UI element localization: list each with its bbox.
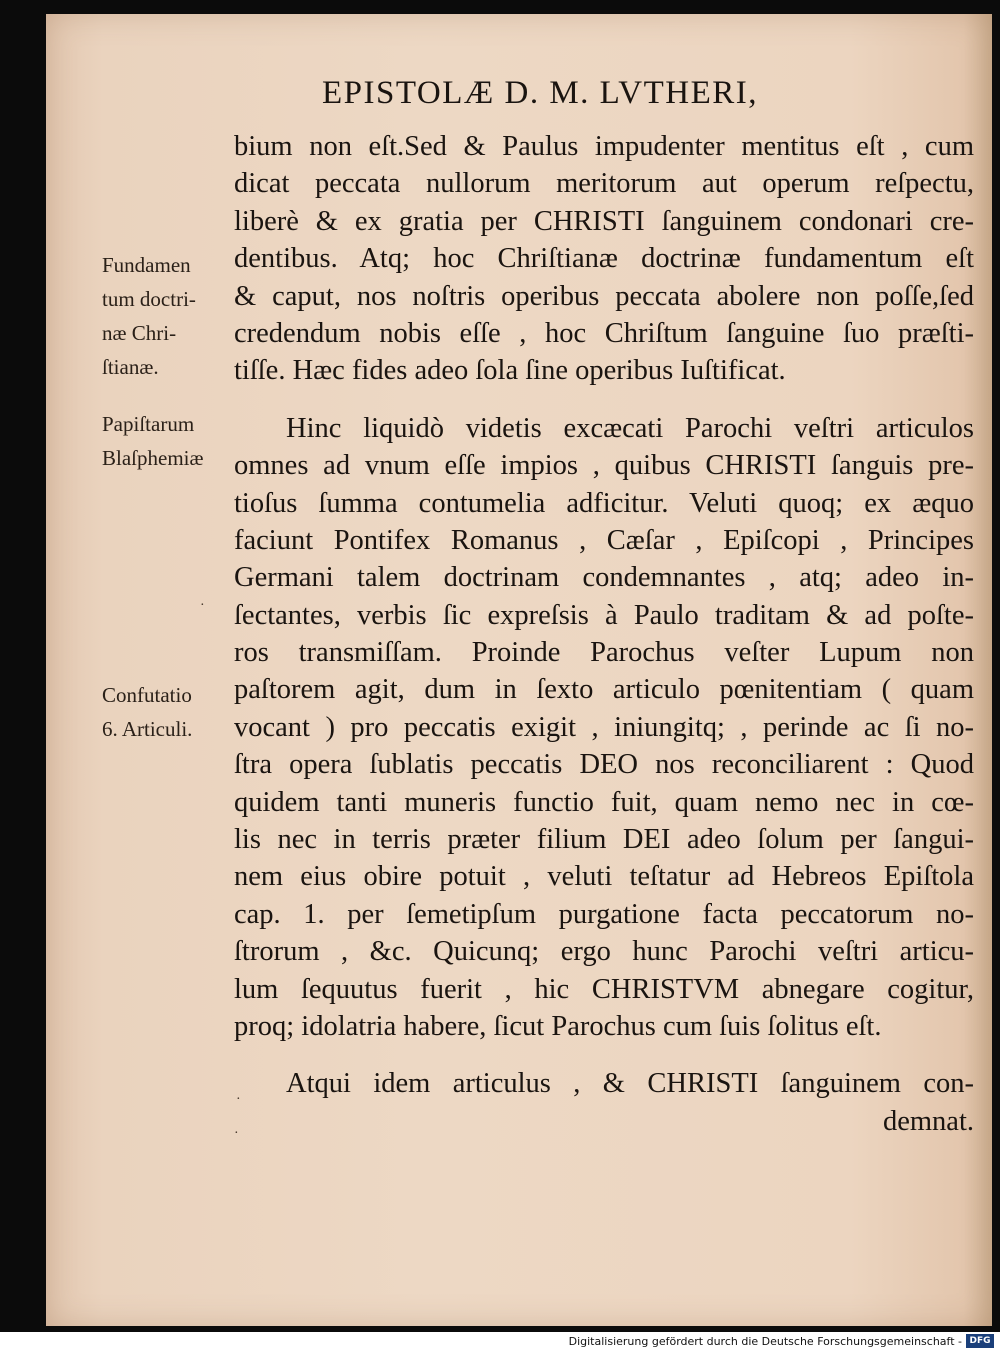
marginal-line: 6. Articuli. xyxy=(102,717,193,741)
text-line: proq; idolatria habere, ſicut Parochus cum ſuis ſolitus eſt. xyxy=(234,1010,882,1042)
text-line: credendum nobis eſſe , hoc Chriſtum ſanguine ſuo præſti- xyxy=(234,317,974,349)
text-line: dicat peccata nullorum meritorum aut operum reſpectu, xyxy=(234,168,974,200)
text-line: vocant ) pro peccatis exigit , iniungitq; , perinde ac ſi no- xyxy=(234,711,974,743)
ink-speck: · xyxy=(200,598,205,613)
catchword: demnat. xyxy=(882,1105,974,1137)
marginal-note-fundamentum xyxy=(102,248,196,384)
text-line: tiſſe. Hæc fides adeo ſola ſine operibus Iuſtificat. xyxy=(234,355,786,387)
text-line: paſtorem agit, dum in ſexto articulo pœnitentiam ( quam xyxy=(234,674,974,706)
footer-bar xyxy=(0,1332,1000,1352)
text-line: lum ſequutus fuerit , hic CHRISTVM abnegare cogitur, xyxy=(234,973,974,1005)
text-line: Atqui idem articulus , & CHRISTI ſanguinem con- xyxy=(286,1068,974,1100)
body-text xyxy=(234,128,974,1140)
text-line: Hinc liquidò videtis excæcati Parochi veſtri articulos xyxy=(286,412,974,444)
text-line: omnes ad vnum eſſe impios , quibus CHRISTI ſanguis pre- xyxy=(234,450,974,482)
ink-speck: · xyxy=(234,1126,239,1141)
text-line: liberè & ex gratia per CHRISTI ſanguinem condonari cre- xyxy=(234,205,974,237)
text-line: dentibus. Atq; hoc Chriſtianæ doctrinæ fundamentum eſt xyxy=(234,243,974,275)
text-line: quidem tanti muneris functio fuit, quam nemo nec in cœ- xyxy=(234,786,974,818)
funding-credit: Digitalisierung gefördert durch die Deutsche Forschungsgemeinschaft - xyxy=(568,1335,962,1348)
marginal-line: Blaſphemiæ xyxy=(102,446,204,470)
paragraph-gap xyxy=(234,390,974,410)
text-line: bium non eſt.Sed & Paulus impudenter mentitus eſt , cum xyxy=(234,131,974,162)
marginal-note-papistarum xyxy=(102,407,204,475)
marginal-line: Papiſtarum xyxy=(102,412,195,436)
marginal-line: ſtianæ. xyxy=(102,355,159,379)
marginal-line: næ Chri- xyxy=(102,321,177,345)
marginal-line: Fundamen xyxy=(102,253,191,277)
text-line: tioſus ſumma contumelia adficitur. Veluti quoq; ex æquo xyxy=(234,487,974,519)
text-line: ſtrorum , &c. Quicunq; ergo hunc Parochi veſtri articu- xyxy=(234,936,974,968)
text-line: & caput, nos noſtris operibus peccata abolere non poſſe,ſed xyxy=(234,280,974,312)
text-line: faciunt Pontifex Romanus , Cæſar , Epiſcopi , Principes xyxy=(234,524,974,556)
text-line: cap. 1. per ſemetipſum purgatione facta peccatorum no- xyxy=(234,898,974,930)
paragraph-gap xyxy=(234,1045,974,1065)
marginal-note-confutatio xyxy=(102,678,192,746)
ink-speck: · xyxy=(236,1092,241,1107)
text-line: ſtra opera ſublatis peccatis DEO nos reconciliarent : Quod xyxy=(234,749,974,781)
dfg-logo: DFG xyxy=(966,1334,994,1348)
marginal-line: tum doctri- xyxy=(102,287,196,311)
marginal-line: Confutatio xyxy=(102,683,192,707)
text-line: nem eius obire potuit , veluti teſtatur ad Hebreos Epiſtola xyxy=(234,861,974,893)
text-line: ros transmiſſam. Proinde Parochus veſter Lupum non xyxy=(234,637,974,669)
text-line: lis nec in terris præter filium DEI adeo ſolum per ſangui- xyxy=(234,824,974,856)
text-line: ſectantes, verbis ſic expreſsis à Paulo traditam & ad poſte- xyxy=(234,599,974,631)
running-head: EPISTOLÆ D. M. LVTHERI, xyxy=(322,75,759,111)
text-line: Germani talem doctrinam condemnantes , atq; adeo in- xyxy=(234,562,974,594)
